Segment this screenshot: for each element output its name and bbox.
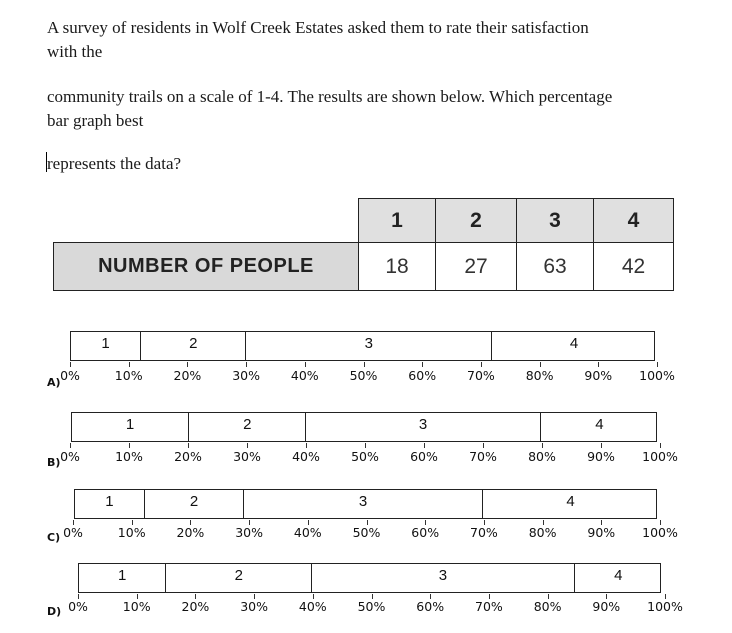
question-line-2: with the — [47, 42, 103, 61]
scale-label: 80% — [533, 599, 562, 614]
bar-segment — [306, 413, 540, 441]
scale-label: 40% — [290, 368, 319, 383]
scale-label: 30% — [240, 599, 268, 614]
bar-segment — [312, 564, 574, 592]
scale-tick — [129, 443, 130, 448]
scale-label: 10% — [114, 368, 143, 383]
scale-tick — [364, 362, 365, 367]
scale-tick — [306, 443, 307, 448]
scale-label: 70% — [466, 368, 495, 383]
bar-segment — [483, 490, 658, 518]
scale-tick — [247, 443, 248, 448]
scale-tick — [424, 443, 425, 448]
percentage-bar — [78, 563, 661, 593]
scale-label: 70% — [469, 449, 497, 464]
scale-label: 50% — [351, 449, 379, 464]
option-letter: B) — [47, 456, 61, 469]
option-letter: C) — [47, 531, 61, 544]
segment-label: 4 — [614, 567, 623, 584]
bar-segment — [575, 564, 662, 592]
scale-label: 90% — [592, 599, 621, 614]
scale-tick — [365, 443, 366, 448]
scale-label: 0% — [63, 525, 83, 540]
scale-label: 90% — [587, 525, 616, 540]
scale-tick — [129, 362, 130, 367]
question-line-1: A survey of residents in Wolf Creek Estates asked them to rate their satisfaction — [47, 18, 589, 37]
scale-label: 100% — [639, 368, 675, 383]
scale-tick — [481, 362, 482, 367]
scale-tick — [305, 362, 306, 367]
scale-label: 60% — [416, 599, 445, 614]
scale-label: 20% — [176, 525, 205, 540]
scale-tick — [188, 443, 189, 448]
scale-label: 100% — [642, 449, 678, 464]
segment-label: 3 — [438, 567, 448, 584]
percentage-bar — [74, 489, 657, 519]
segment-label: 2 — [243, 416, 252, 433]
table-header-3: 3 — [516, 198, 594, 243]
scale-tick — [70, 362, 71, 367]
bar-segment — [189, 413, 306, 441]
scale-label: 60% — [408, 368, 437, 383]
bar-segment — [244, 490, 483, 518]
table-header-4: 4 — [593, 198, 674, 243]
scale-label: 80% — [525, 368, 554, 383]
scale-label: 0% — [68, 599, 88, 614]
segment-label: 3 — [358, 493, 368, 510]
scale-label: 10% — [115, 449, 143, 464]
bar-segment — [75, 490, 145, 518]
scale-label: 40% — [292, 449, 320, 464]
question-line-3: community trails on a scale of 1-4. The results are shown below. Which percentage — [47, 87, 613, 106]
scale-label: 20% — [181, 599, 210, 614]
segment-label: 3 — [418, 416, 428, 433]
scale-label: 80% — [528, 449, 556, 464]
scale-label: 70% — [474, 599, 503, 614]
bar-segment — [141, 332, 246, 360]
scale-label: 100% — [647, 599, 683, 614]
scale-tick — [657, 362, 658, 367]
table-row-label: NUMBER OF PEOPLE — [53, 242, 359, 291]
question-line-4: bar graph best — [47, 111, 144, 130]
segment-label: 4 — [569, 335, 579, 352]
scale-label: 30% — [233, 449, 261, 464]
scale-label: 30% — [232, 368, 260, 383]
segment-label: 1 — [118, 567, 127, 584]
percentage-bar — [70, 331, 655, 361]
bar-segment — [145, 490, 244, 518]
segment-label: 1 — [125, 416, 135, 433]
scale-tick — [422, 362, 423, 367]
scale-tick — [483, 443, 484, 448]
scale-label: 100% — [642, 525, 678, 540]
scale-label: 30% — [235, 525, 263, 540]
scale-label: 50% — [357, 599, 386, 614]
option-letter: D) — [47, 605, 62, 618]
bar-segment — [71, 332, 141, 360]
scale-tick — [598, 362, 599, 367]
segment-label: 4 — [566, 493, 575, 510]
segment-label: 4 — [595, 416, 604, 433]
bar-segment — [79, 564, 166, 592]
table-value-1: 18 — [358, 242, 436, 291]
scale-tick — [187, 362, 188, 367]
percentage-bar — [71, 412, 657, 442]
option-letter: A) — [47, 376, 61, 389]
scale-label: 60% — [411, 525, 440, 540]
scale-tick — [660, 443, 661, 448]
scale-label: 50% — [352, 525, 381, 540]
question-line-5: represents the data? — [47, 154, 182, 173]
scale-label: 90% — [587, 449, 615, 464]
bar-segment — [72, 413, 189, 441]
scale-tick — [540, 362, 541, 367]
scale-tick — [601, 443, 602, 448]
segment-label: 2 — [234, 567, 243, 584]
table-value-3: 63 — [516, 242, 594, 291]
scale-label: 10% — [122, 599, 151, 614]
table-header-2: 2 — [435, 198, 517, 243]
bar-segment — [541, 413, 658, 441]
bar-segment — [492, 332, 656, 360]
segment-label: 3 — [364, 335, 374, 352]
table-value-4: 42 — [593, 242, 674, 291]
scale-tick — [246, 362, 247, 367]
scale-label: 0% — [60, 368, 80, 383]
table-header-1: 1 — [358, 198, 436, 243]
scale-label: 50% — [349, 368, 378, 383]
bar-segment — [166, 564, 312, 592]
segment-label: 1 — [105, 493, 114, 510]
scale-tick — [70, 443, 71, 448]
scale-label: 20% — [173, 368, 202, 383]
scale-label: 60% — [410, 449, 438, 464]
segment-label: 2 — [189, 335, 198, 352]
scale-label: 90% — [584, 368, 613, 383]
segment-label: 2 — [189, 493, 199, 510]
scale-tick — [542, 443, 543, 448]
table-value-2: 27 — [435, 242, 517, 291]
scale-label: 70% — [469, 525, 498, 540]
scale-label: 80% — [528, 525, 557, 540]
scale-label: 20% — [174, 449, 202, 464]
scale-label: 0% — [60, 449, 80, 464]
scale-label: 10% — [117, 525, 146, 540]
text-cursor — [46, 152, 47, 172]
segment-label: 1 — [101, 335, 110, 352]
scale-label: 40% — [293, 525, 322, 540]
scale-label: 40% — [298, 599, 327, 614]
bar-segment — [247, 332, 493, 360]
